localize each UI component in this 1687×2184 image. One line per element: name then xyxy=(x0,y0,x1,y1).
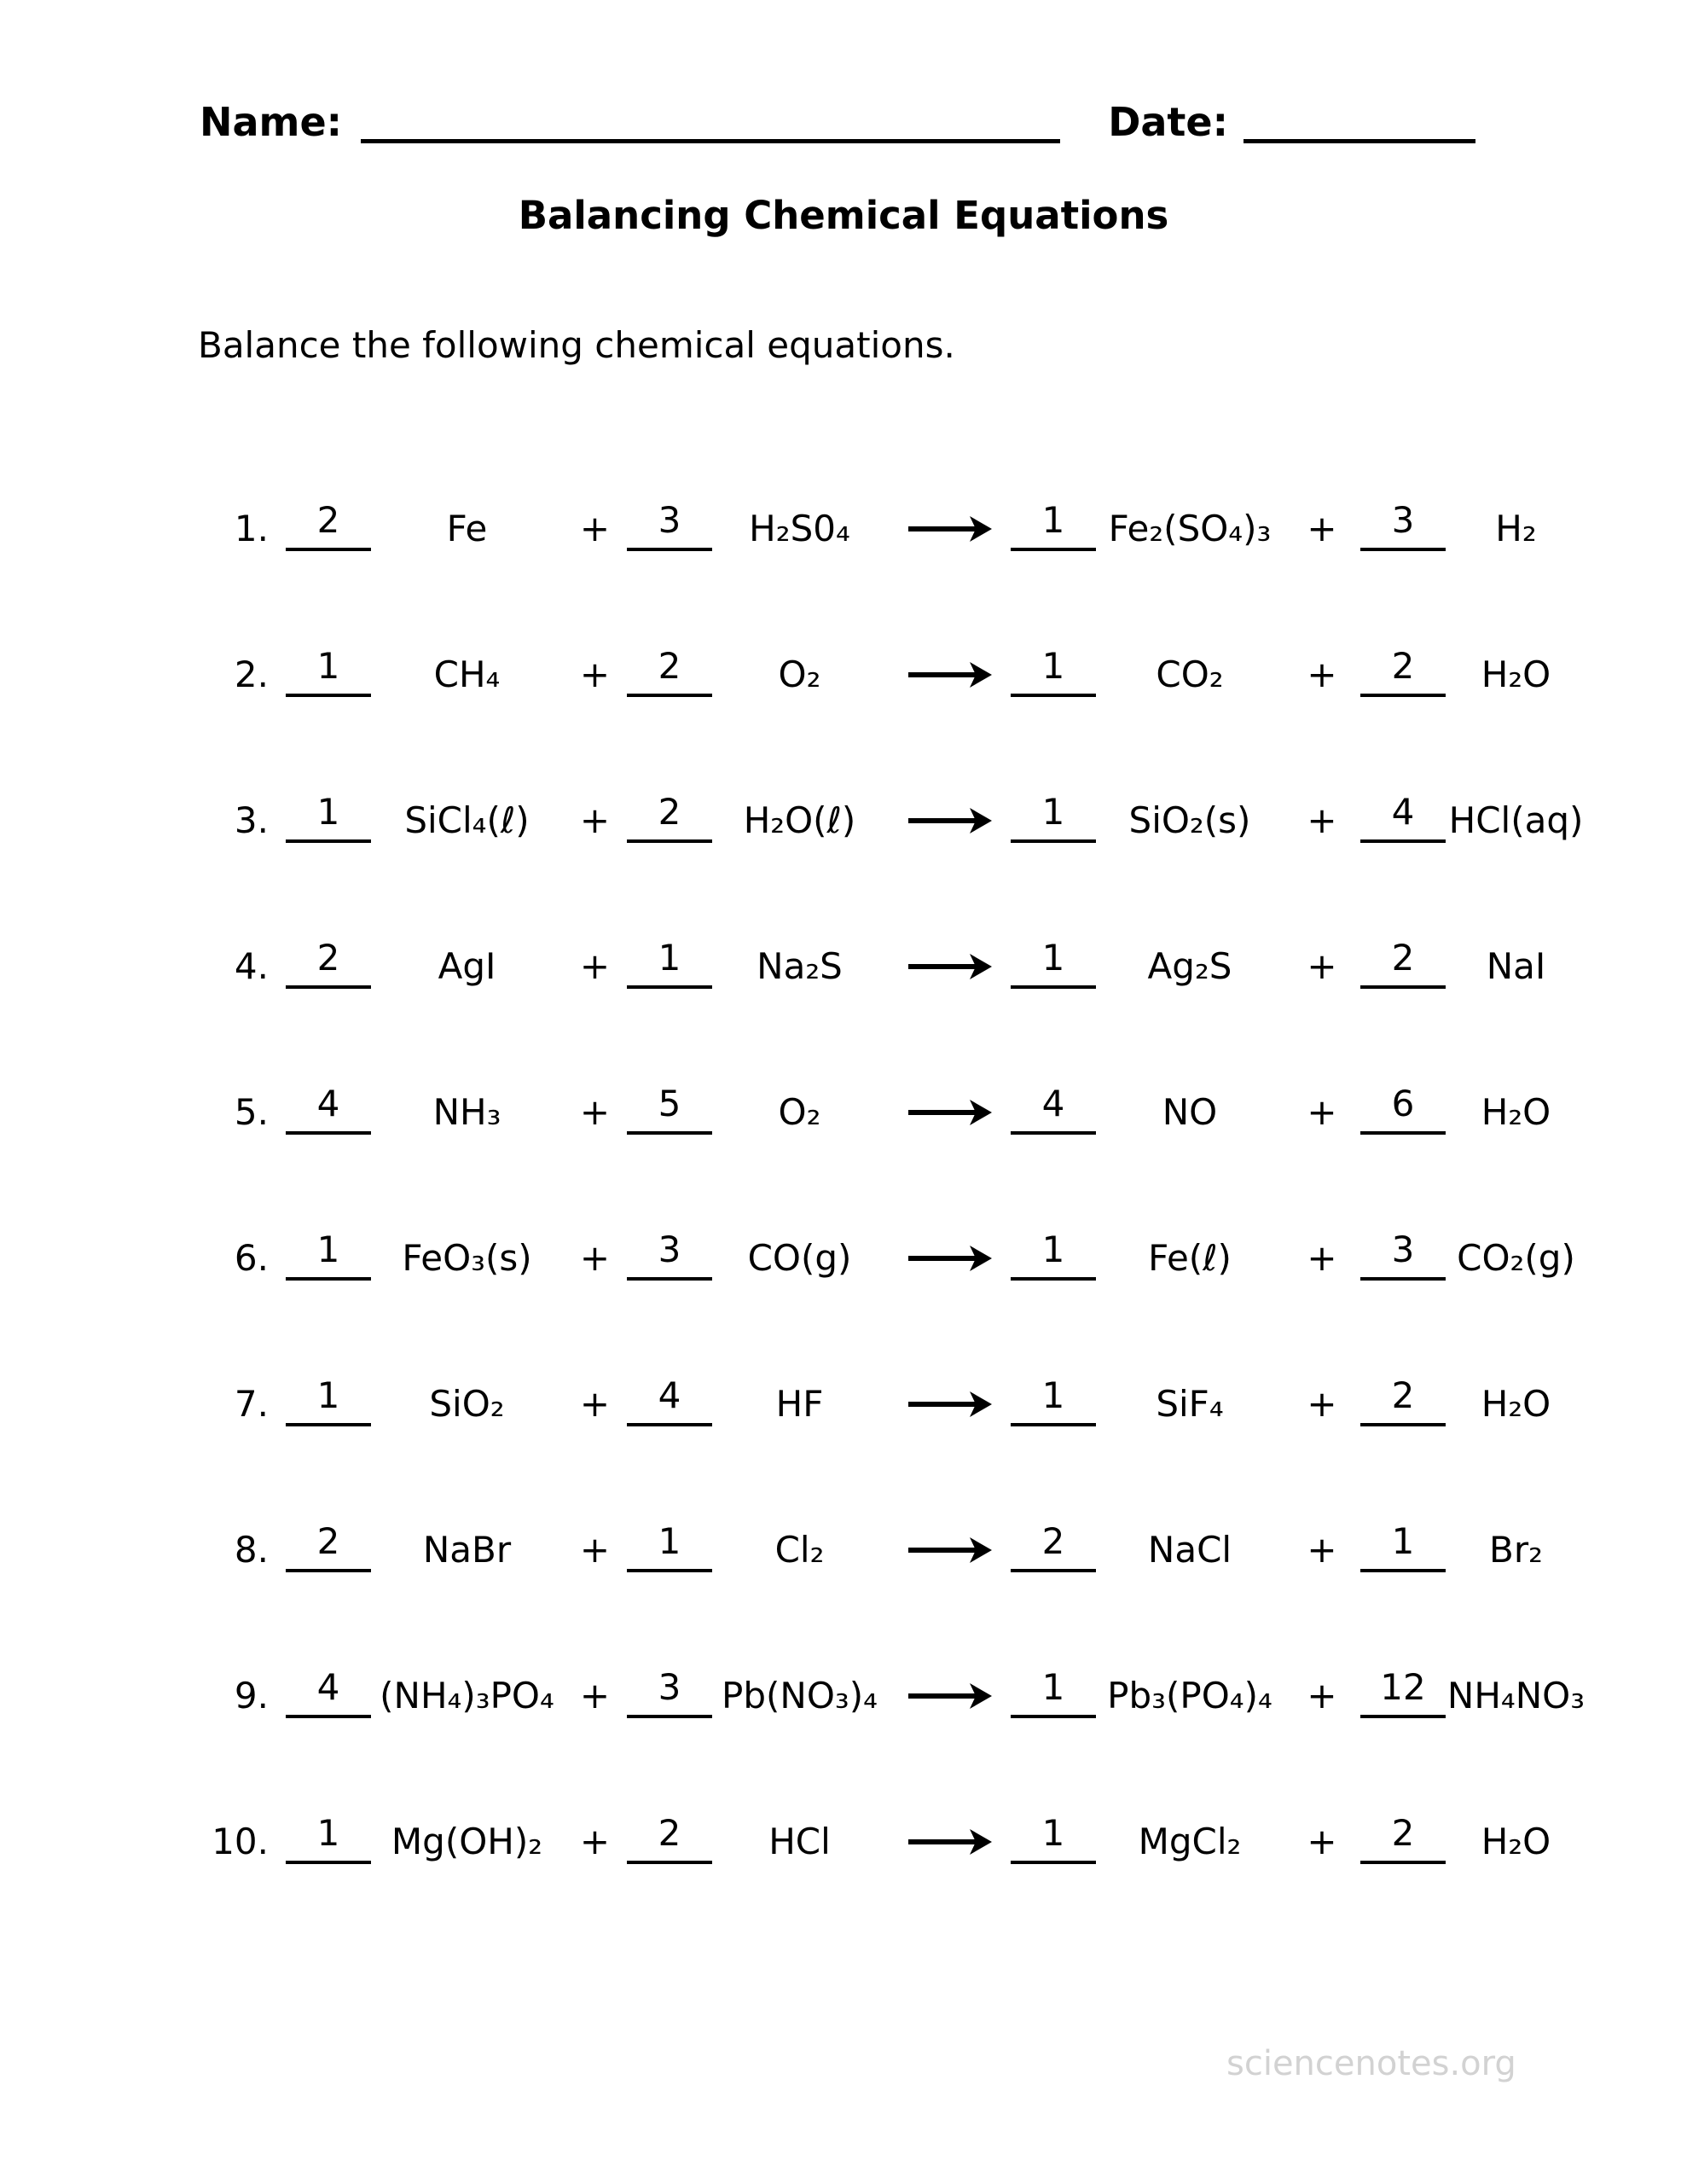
reactant-1-formula: SiCl₄(ℓ) xyxy=(404,799,530,841)
coefficient-blank-reactant-2[interactable] xyxy=(627,1520,712,1572)
name-blank-line[interactable] xyxy=(361,139,1060,143)
coefficient-blank-reactant-2[interactable] xyxy=(627,1228,712,1281)
product-2-formula: H₂O xyxy=(1481,653,1551,695)
equation-row xyxy=(209,1477,1608,1623)
coefficient-blank-product-1[interactable] xyxy=(1011,1083,1096,1135)
equation-number: 4. xyxy=(234,945,269,987)
coefficient-blank-reactant-2[interactable] xyxy=(627,499,712,551)
product-1-formula: NaCl xyxy=(1147,1529,1232,1571)
coefficient-blank-product-1[interactable] xyxy=(1011,1374,1096,1426)
coefficient-answer: 4 xyxy=(658,1374,681,1416)
coefficient-blank-reactant-1[interactable] xyxy=(286,1228,371,1281)
plus-sign: + xyxy=(1307,945,1337,987)
product-2-formula: H₂O xyxy=(1481,1821,1551,1862)
coefficient-answer: 3 xyxy=(658,499,681,541)
coefficient-blank-product-1[interactable] xyxy=(1011,1812,1096,1864)
plus-sign: + xyxy=(579,653,611,695)
coefficient-blank-product-1[interactable] xyxy=(1011,499,1096,551)
equation-row xyxy=(209,1331,1608,1477)
coefficient-blank-product-2[interactable] xyxy=(1360,645,1446,697)
instruction-text: Balance the following chemical equations. xyxy=(198,324,955,366)
reactant-1-formula: NaBr xyxy=(422,1529,512,1571)
coefficient-answer: 2 xyxy=(1391,645,1415,687)
coefficient-blank-reactant-1[interactable] xyxy=(286,1812,371,1864)
product-1-formula: Fe(ℓ) xyxy=(1148,1237,1232,1279)
plus-sign: + xyxy=(579,945,611,987)
coefficient-blank-product-2[interactable] xyxy=(1360,937,1446,989)
coefficient-answer: 1 xyxy=(1041,1374,1065,1416)
coefficient-blank-reactant-1[interactable] xyxy=(286,1666,371,1718)
coefficient-blank-product-2[interactable] xyxy=(1360,1083,1446,1135)
plus-sign: + xyxy=(579,1091,611,1133)
coefficient-blank-reactant-2[interactable] xyxy=(627,1374,712,1426)
plus-sign: + xyxy=(579,1383,611,1425)
coefficient-blank-product-2[interactable] xyxy=(1360,791,1446,843)
plus-sign: + xyxy=(1307,1383,1337,1425)
coefficient-answer: 2 xyxy=(1391,937,1415,979)
reactant-2-formula: O₂ xyxy=(778,653,821,695)
coefficient-blank-reactant-1[interactable] xyxy=(286,1520,371,1572)
coefficient-answer: 1 xyxy=(1041,937,1065,979)
coefficient-answer: 3 xyxy=(658,1228,681,1270)
reaction-arrow-icon xyxy=(887,658,1011,692)
coefficient-answer: 2 xyxy=(658,791,681,833)
reaction-arrow-icon xyxy=(887,1825,1011,1859)
coefficient-answer: 1 xyxy=(1041,791,1065,833)
product-1-formula: SiO₂(s) xyxy=(1128,799,1251,841)
product-2-formula: NH₄NO₃ xyxy=(1446,1675,1586,1716)
date-label: Date: xyxy=(1108,99,1228,145)
product-2-formula: H₂O xyxy=(1481,1383,1551,1425)
coefficient-blank-product-2[interactable] xyxy=(1360,1666,1446,1718)
coefficient-blank-reactant-2[interactable] xyxy=(627,791,712,843)
coefficient-blank-product-1[interactable] xyxy=(1011,1666,1096,1718)
equation-number: 6. xyxy=(234,1237,269,1279)
equations-list xyxy=(209,456,1608,1914)
reactant-2-formula: H₂O(ℓ) xyxy=(743,799,856,841)
equation-row xyxy=(209,456,1608,601)
coefficient-blank-reactant-2[interactable] xyxy=(627,1666,712,1718)
coefficient-answer: 1 xyxy=(1391,1520,1415,1562)
coefficient-answer: 4 xyxy=(1041,1083,1065,1124)
equation-row xyxy=(209,1623,1608,1769)
product-1-formula: SiF₄ xyxy=(1156,1383,1224,1425)
plus-sign: + xyxy=(1307,799,1337,841)
equation-number: 5. xyxy=(234,1091,269,1133)
coefficient-blank-product-1[interactable] xyxy=(1011,1228,1096,1281)
reactant-1-formula: (NH₄)₃PO₄ xyxy=(380,1675,554,1716)
equation-row xyxy=(209,747,1608,893)
reactant-2-formula: CO(g) xyxy=(747,1237,852,1279)
reaction-arrow-icon xyxy=(887,804,1011,838)
equation-row xyxy=(209,1769,1608,1914)
equation-row xyxy=(209,1185,1608,1331)
coefficient-answer: 2 xyxy=(658,645,681,687)
product-2-formula: CO₂(g) xyxy=(1457,1237,1575,1279)
reaction-arrow-icon xyxy=(887,1241,1011,1275)
plus-sign: + xyxy=(579,1821,611,1862)
reaction-arrow-icon xyxy=(887,1095,1011,1130)
coefficient-answer: 6 xyxy=(1391,1083,1415,1124)
coefficient-answer: 2 xyxy=(316,1520,340,1562)
header xyxy=(200,99,1475,145)
date-blank-line[interactable] xyxy=(1244,139,1475,143)
coefficient-blank-product-2[interactable] xyxy=(1360,1812,1446,1864)
plus-sign: + xyxy=(1307,1821,1337,1862)
plus-sign: + xyxy=(579,799,611,841)
page-title: Balancing Chemical Equations xyxy=(518,193,1169,238)
reaction-arrow-icon xyxy=(887,950,1011,984)
coefficient-answer: 5 xyxy=(658,1083,681,1124)
product-2-formula: NaI xyxy=(1486,945,1546,987)
reactant-2-formula: HF xyxy=(775,1383,824,1425)
coefficient-answer: 1 xyxy=(316,791,340,833)
equation-row xyxy=(209,601,1608,747)
coefficient-answer: 1 xyxy=(316,645,340,687)
coefficient-blank-reactant-1[interactable] xyxy=(286,937,371,989)
coefficient-answer: 1 xyxy=(658,937,681,979)
product-1-formula: NO xyxy=(1162,1091,1218,1133)
reactant-2-formula: O₂ xyxy=(778,1091,821,1133)
reactant-1-formula: AgI xyxy=(438,945,496,987)
product-2-formula: HCl(aq) xyxy=(1448,799,1584,841)
coefficient-blank-reactant-2[interactable] xyxy=(627,1083,712,1135)
reactant-2-formula: Cl₂ xyxy=(774,1529,825,1571)
coefficient-answer: 1 xyxy=(316,1812,340,1854)
reaction-arrow-icon xyxy=(887,512,1011,546)
reactant-2-formula: HCl xyxy=(768,1821,831,1862)
coefficient-blank-product-2[interactable] xyxy=(1360,1228,1446,1281)
coefficient-answer: 2 xyxy=(316,499,340,541)
coefficient-answer: 1 xyxy=(1041,1666,1065,1708)
coefficient-blank-reactant-2[interactable] xyxy=(627,645,712,697)
coefficient-answer: 2 xyxy=(1041,1520,1065,1562)
plus-sign: + xyxy=(579,1675,611,1716)
product-1-formula: CO₂ xyxy=(1156,653,1224,695)
coefficient-blank-reactant-2[interactable] xyxy=(627,937,712,989)
plus-sign: + xyxy=(1307,1675,1337,1716)
reactant-2-formula: Pb(NO₃)₄ xyxy=(722,1675,878,1716)
plus-sign: + xyxy=(1307,653,1337,695)
coefficient-blank-reactant-1[interactable] xyxy=(286,499,371,551)
reactant-1-formula: Mg(OH)₂ xyxy=(391,1821,543,1862)
source-watermark: sciencenotes.org xyxy=(1226,2044,1516,2083)
plus-sign: + xyxy=(1307,1529,1337,1571)
plus-sign: + xyxy=(1307,1091,1337,1133)
coefficient-blank-product-1[interactable] xyxy=(1011,791,1096,843)
reactant-1-formula: Fe xyxy=(446,508,488,549)
coefficient-answer: 12 xyxy=(1380,1666,1426,1708)
plus-sign: + xyxy=(579,1237,611,1279)
reactant-1-formula: NH₃ xyxy=(432,1091,501,1133)
coefficient-answer: 2 xyxy=(1391,1374,1415,1416)
coefficient-answer: 4 xyxy=(316,1083,340,1124)
product-1-formula: Pb₃(PO₄)₄ xyxy=(1107,1675,1272,1716)
equation-number: 3. xyxy=(234,799,269,841)
coefficient-blank-reactant-1[interactable] xyxy=(286,1374,371,1426)
name-label: Name: xyxy=(200,99,343,145)
coefficient-answer: 1 xyxy=(1041,645,1065,687)
plus-sign: + xyxy=(1307,1237,1337,1279)
coefficient-blank-product-2[interactable] xyxy=(1360,499,1446,551)
equation-number: 10. xyxy=(212,1821,269,1862)
plus-sign: + xyxy=(579,1529,611,1571)
coefficient-blank-product-2[interactable] xyxy=(1360,1374,1446,1426)
plus-sign: + xyxy=(1307,508,1337,549)
coefficient-answer: 1 xyxy=(316,1374,340,1416)
coefficient-blank-product-2[interactable] xyxy=(1360,1520,1446,1572)
coefficient-answer: 1 xyxy=(1041,499,1065,541)
equation-number: 2. xyxy=(234,653,269,695)
coefficient-answer: 1 xyxy=(1041,1228,1065,1270)
coefficient-answer: 3 xyxy=(1391,1228,1415,1270)
coefficient-answer: 1 xyxy=(1041,1812,1065,1854)
product-1-formula: Fe₂(SO₄)₃ xyxy=(1108,508,1272,549)
coefficient-answer: 4 xyxy=(316,1666,340,1708)
coefficient-answer: 2 xyxy=(658,1812,681,1854)
product-2-formula: H₂O xyxy=(1481,1091,1551,1133)
coefficient-blank-product-1[interactable] xyxy=(1011,645,1096,697)
product-1-formula: MgCl₂ xyxy=(1138,1821,1242,1862)
reaction-arrow-icon xyxy=(887,1387,1011,1421)
coefficient-answer: 2 xyxy=(1391,1812,1415,1854)
coefficient-answer: 1 xyxy=(658,1520,681,1562)
reactant-1-formula: CH₄ xyxy=(433,653,501,695)
product-2-formula: Br₂ xyxy=(1489,1529,1543,1571)
coefficient-answer: 1 xyxy=(316,1228,340,1270)
product-1-formula: Ag₂S xyxy=(1147,945,1232,987)
coefficient-blank-reactant-1[interactable] xyxy=(286,1083,371,1135)
coefficient-blank-reactant-1[interactable] xyxy=(286,645,371,697)
equation-number: 9. xyxy=(234,1675,269,1716)
reaction-arrow-icon xyxy=(887,1533,1011,1567)
equation-number: 8. xyxy=(234,1529,269,1571)
equation-number: 7. xyxy=(234,1383,269,1425)
equation-row xyxy=(209,1039,1608,1185)
plus-sign: + xyxy=(579,508,611,549)
coefficient-blank-product-1[interactable] xyxy=(1011,937,1096,989)
reactant-1-formula: FeO₃(s) xyxy=(402,1237,532,1279)
coefficient-answer: 3 xyxy=(658,1666,681,1708)
coefficient-answer: 4 xyxy=(1391,791,1415,833)
reaction-arrow-icon xyxy=(887,1679,1011,1713)
reactant-1-formula: SiO₂ xyxy=(429,1383,505,1425)
reactant-2-formula: H₂S0₄ xyxy=(749,508,850,549)
equation-number: 1. xyxy=(234,508,269,549)
coefficient-blank-reactant-1[interactable] xyxy=(286,791,371,843)
equation-row xyxy=(209,893,1608,1039)
product-2-formula: H₂ xyxy=(1495,508,1537,549)
coefficient-blank-reactant-2[interactable] xyxy=(627,1812,712,1864)
reactant-2-formula: Na₂S xyxy=(757,945,843,987)
coefficient-answer: 2 xyxy=(316,937,340,979)
coefficient-answer: 3 xyxy=(1391,499,1415,541)
coefficient-blank-product-1[interactable] xyxy=(1011,1520,1096,1572)
